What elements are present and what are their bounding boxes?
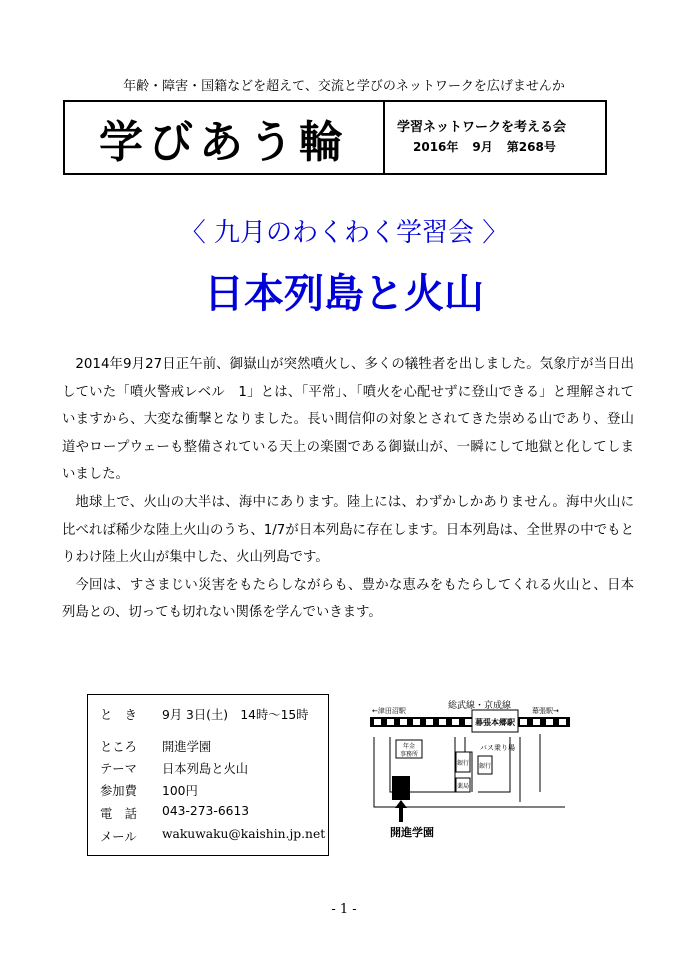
detail-value: 開進学園 bbox=[162, 740, 212, 754]
detail-value: 100円 bbox=[162, 784, 198, 798]
issue-month: 9月 bbox=[472, 140, 493, 154]
detail-value: 日本列島と火山 bbox=[162, 762, 249, 776]
organization-name: 学習ネットワークを考える会 bbox=[397, 120, 567, 135]
destination-marker bbox=[392, 776, 410, 800]
issue-year: 2016年 bbox=[413, 140, 459, 154]
paragraph: 2014年9月27日正午前、御嶽山が突然噴火し、多くの犠牲者を出しました。気象庁が当日出していた「噴火警戒レベル 1」とは、「平常」、「噴火を心配せずに登山できる」と理解されていますから、大変な衝撃となりました。長い間信仰の対象とされてきた崇める山であり、登山道やロープウェーも整備されている天上の楽園である御嶽山が、一瞬にして地獄と化してしまいました。 bbox=[62, 357, 634, 483]
logo-box bbox=[63, 100, 385, 175]
issue-info-box bbox=[385, 100, 607, 175]
email-address: wakuwaku@kaishin.jp.net bbox=[162, 827, 326, 841]
bank-label: 銀行 bbox=[478, 763, 492, 770]
event-title: 日本列島と火山 bbox=[204, 271, 484, 317]
tagline: 年齢・障害・国籍などを超えて、交流と学びのネットワークを広げませんか bbox=[123, 79, 565, 94]
line-name-label: 総武線・京成線 bbox=[448, 701, 512, 711]
paragraph: 今回は、すさまじい災害をもたらしながらも、豊かな恵みをもたらしてくれる火山と、日本列島との、切っても切れない関係を学んでいきます。 bbox=[62, 577, 634, 621]
arrow-up-icon bbox=[395, 800, 407, 822]
left-station-label: ←津田沼駅 bbox=[372, 707, 406, 715]
event-details-box bbox=[87, 694, 329, 856]
logo-title: 学びあう輪 bbox=[99, 116, 349, 168]
article-body bbox=[62, 351, 634, 627]
access-map bbox=[360, 692, 576, 842]
destination-label: 開進学園 bbox=[390, 826, 434, 839]
detail-label: 電 話 bbox=[100, 807, 137, 821]
pension-office-label: 年金 bbox=[402, 743, 416, 750]
pharmacy-label: 薬局 bbox=[456, 783, 470, 790]
detail-label: ところ bbox=[100, 740, 137, 754]
right-station-label: 幕張駅→ bbox=[532, 707, 559, 715]
issue-number: 第268号 bbox=[506, 140, 556, 154]
detail-label: 参加費 bbox=[100, 784, 137, 798]
event-subtitle: 〈 九月のわくわく学習会 〉 bbox=[179, 218, 509, 248]
pension-office-label: 事務所 bbox=[399, 751, 419, 758]
page-number: - 1 - bbox=[331, 902, 357, 917]
paragraph: 地球上で、火山の大半は、海中にあります。陸上には、わずかしかありません。海中火山に比べれば稀少な陸上火山のうち、1/7が日本列島に存在します。日本列島は、全世界の中でもとりわけ陸上火山が集中した、火山列島です。 bbox=[62, 494, 634, 566]
detail-label: テーマ bbox=[100, 762, 137, 776]
bus-stop-label: バス乗り場 bbox=[480, 744, 515, 752]
detail-value: 043-273-6613 bbox=[162, 804, 250, 818]
issue-line bbox=[413, 138, 570, 155]
detail-label: と き bbox=[100, 708, 137, 722]
masthead bbox=[63, 100, 607, 175]
bank-label: 銀行 bbox=[456, 760, 470, 767]
detail-label: メール bbox=[100, 830, 137, 844]
station-label: 幕張本郷駅 bbox=[475, 718, 515, 727]
detail-value: 9月 3日(土) 14時～15時 bbox=[162, 708, 309, 722]
